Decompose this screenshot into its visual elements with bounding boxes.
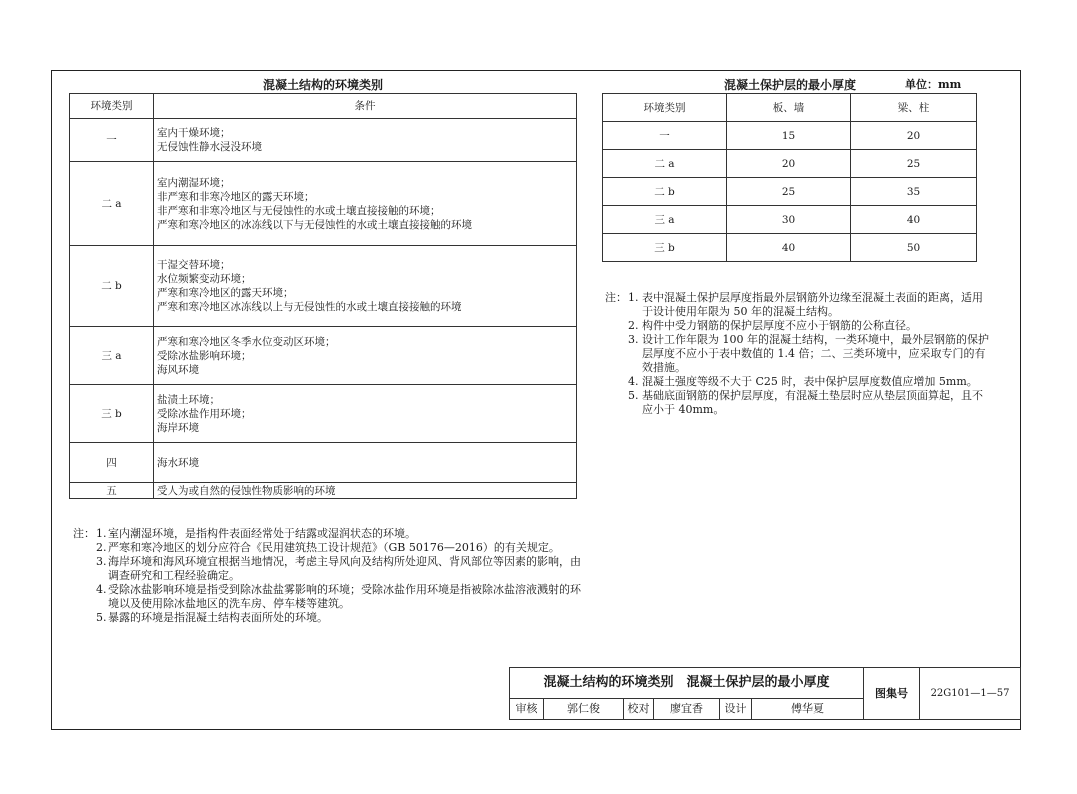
note-number: 1. — [628, 291, 639, 304]
note-number: 2. — [96, 541, 107, 554]
unit-label: 单位：mm — [905, 78, 962, 91]
condition-line: 室内干燥环境； — [157, 127, 231, 139]
header-conditions: 条件 — [154, 94, 577, 119]
env-category-cell: 二 a — [603, 150, 727, 178]
table-row — [603, 150, 977, 178]
concrete-cover-table — [602, 93, 977, 262]
title-block — [509, 667, 1021, 720]
condition-line: 严寒和寒冷地区的露天环境； — [157, 287, 294, 299]
condition-line: 非严寒和非寒冷地区的露天环境； — [157, 190, 315, 203]
env-notes — [73, 527, 583, 625]
notes-prefix: 注： — [73, 527, 95, 540]
note-item — [605, 333, 990, 375]
reviewer-name: 郭仁俊 — [544, 699, 624, 720]
beam-column-cell: 25 — [851, 150, 977, 178]
condition-line: 严寒和寒冷地区的冰冻线以下与无侵蚀性的水或土壤直接接触的环境 — [157, 218, 472, 231]
note-number: 5. — [628, 389, 639, 402]
env-category-cell: 二 b — [70, 246, 154, 327]
table-row — [70, 327, 577, 385]
table-row — [70, 119, 577, 162]
note-text: 室内潮湿环境，是指构件表面经常处于结露或湿润状态的环境。 — [108, 527, 416, 540]
atlas-label: 图集号 — [864, 668, 920, 720]
slab-wall-cell: 30 — [727, 206, 851, 234]
note-text: 设计工作年限为 100 年的混凝土结构，一类环境中，最外层钢筋的保护层厚度不应小于表中数值的 1.4 倍；二、三类环境中，应采取专门的有效措施。 — [642, 333, 989, 374]
note-item — [73, 541, 583, 555]
note-text: 暴露的环境是指混凝土结构表面所处的环境。 — [108, 611, 328, 624]
table-row — [70, 162, 577, 246]
note-item — [73, 611, 583, 625]
note-item — [605, 375, 990, 389]
note-text: 混凝土强度等级不大于 C25 时，表中保护层厚度数值应增加 5mm。 — [642, 375, 978, 388]
note-text: 受除冰盐影响环境是指受到除冰盐盐雾影响的环境；受除冰盐作用环境是指被除冰盐溶液溅射的环境以及使用除冰盐地区的洗车房、停车楼等建筑。 — [108, 583, 581, 610]
env-table-header — [70, 94, 577, 119]
note-item — [605, 291, 990, 319]
env-category-cell: 三 b — [603, 234, 727, 262]
condition-line: 无侵蚀性静水浸没环境 — [157, 141, 262, 153]
slab-wall-cell: 25 — [727, 178, 851, 206]
env-category-table — [69, 93, 577, 499]
conditions-cell — [154, 327, 577, 385]
table-row — [70, 385, 577, 443]
note-number: 4. — [628, 375, 639, 388]
slab-wall-cell: 20 — [727, 150, 851, 178]
note-text: 表中混凝土保护层厚度指最外层钢筋外边缘至混凝土表面的距离，适用于设计使用年限为 50 年的混凝土结构。 — [642, 291, 983, 318]
table-row — [603, 206, 977, 234]
conditions-cell — [154, 119, 577, 162]
conditions-cell — [154, 483, 577, 499]
header-beam-column: 梁、柱 — [851, 94, 977, 122]
note-text: 构件中受力钢筋的保护层厚度不应小于钢筋的公称直径。 — [642, 319, 917, 332]
design-label: 设计 — [720, 699, 752, 720]
note-item — [605, 389, 990, 417]
condition-line: 受除冰盐作用环境； — [157, 407, 252, 420]
designer-name: 傅华夏 — [752, 699, 864, 720]
table-row — [70, 443, 577, 483]
note-item — [73, 527, 583, 541]
note-number: 5. — [96, 611, 107, 624]
note-item — [73, 555, 583, 583]
table-row — [70, 246, 577, 327]
env-category-cell: 三 a — [603, 206, 727, 234]
env-category-cell: 一 — [70, 119, 154, 162]
env-category-cell: 二 b — [603, 178, 727, 206]
note-number: 1. — [96, 527, 107, 540]
env-category-cell: 五 — [70, 483, 154, 499]
table-row — [603, 234, 977, 262]
env-category-cell: 二 a — [70, 162, 154, 246]
note-number: 3. — [96, 555, 107, 568]
cover-notes — [605, 291, 990, 417]
note-text: 严寒和寒冷地区的划分应符合《民用建筑热工设计规范》（GB 50176—2016）的有关规定。 — [108, 541, 560, 554]
notes-prefix: 注： — [605, 291, 627, 304]
condition-line: 盐渍土环境； — [157, 393, 220, 406]
note-number: 2. — [628, 319, 639, 332]
conditions-cell — [154, 385, 577, 443]
condition-line: 水位频繁变动环境； — [157, 273, 252, 285]
cover-table-header — [603, 94, 977, 122]
condition-line: 非严寒和非寒冷地区与无侵蚀性的水或土壤直接接触的环境； — [157, 204, 441, 217]
cover-table-caption: 混凝土保护层的最小厚度 — [723, 78, 856, 92]
env-category-cell: 三 b — [70, 385, 154, 443]
note-number: 3. — [628, 333, 639, 346]
note-text: 基础底面钢筋的保护层厚度，有混凝土垫层时应从垫层顶面算起，且不应小于 40mm。 — [642, 389, 983, 416]
beam-column-cell: 20 — [851, 122, 977, 150]
beam-column-cell: 50 — [851, 234, 977, 262]
table-row — [603, 122, 977, 150]
note-item — [605, 319, 990, 333]
conditions-cell — [154, 443, 577, 483]
condition-line: 严寒和寒冷地区冰冻线以上与无侵蚀性的水或土壤直接接触的环境 — [157, 301, 462, 313]
env-category-cell: 三 a — [70, 327, 154, 385]
header-env-category: 环境类别 — [70, 94, 154, 119]
note-number: 4. — [96, 583, 107, 596]
review-label: 审核 — [510, 699, 544, 720]
note-item — [73, 583, 583, 611]
condition-line: 海岸环境 — [157, 421, 199, 434]
condition-line: 干湿交替环境； — [157, 259, 231, 271]
atlas-number: 22G101—1—57 — [920, 668, 1021, 720]
conditions-cell — [154, 162, 577, 246]
slab-wall-cell: 15 — [727, 122, 851, 150]
condition-line: 受除冰盐影响环境； — [157, 349, 252, 362]
slab-wall-cell: 40 — [727, 234, 851, 262]
drawing-title: 混凝土结构的环境类别 混凝土保护层的最小厚度 — [510, 668, 864, 699]
condition-line: 严寒和寒冷地区冬季水位变动区环境； — [157, 335, 336, 348]
condition-line: 室内潮湿环境； — [157, 176, 231, 189]
condition-line: 受人为或自然的侵蚀性物质影响的环境 — [157, 484, 336, 497]
condition-line: 海风环境 — [157, 363, 199, 376]
env-table-caption: 混凝土结构的环境类别 — [262, 78, 383, 92]
checker-name: 廖宜香 — [654, 699, 720, 720]
check-label: 校对 — [624, 699, 654, 720]
beam-column-cell: 35 — [851, 178, 977, 206]
env-category-cell: 一 — [603, 122, 727, 150]
note-text: 海岸环境和海风环境宜根据当地情况，考虑主导风向及结构所处迎风、背风部位等因素的影响，由调查研究和工程经验确定。 — [108, 555, 581, 582]
header-env-category: 环境类别 — [603, 94, 727, 122]
table-row — [603, 178, 977, 206]
env-category-cell: 四 — [70, 443, 154, 483]
conditions-cell — [154, 246, 577, 327]
condition-line: 海水环境 — [157, 456, 199, 469]
beam-column-cell: 40 — [851, 206, 977, 234]
table-row — [70, 483, 577, 499]
header-slab-wall: 板、墙 — [727, 94, 851, 122]
